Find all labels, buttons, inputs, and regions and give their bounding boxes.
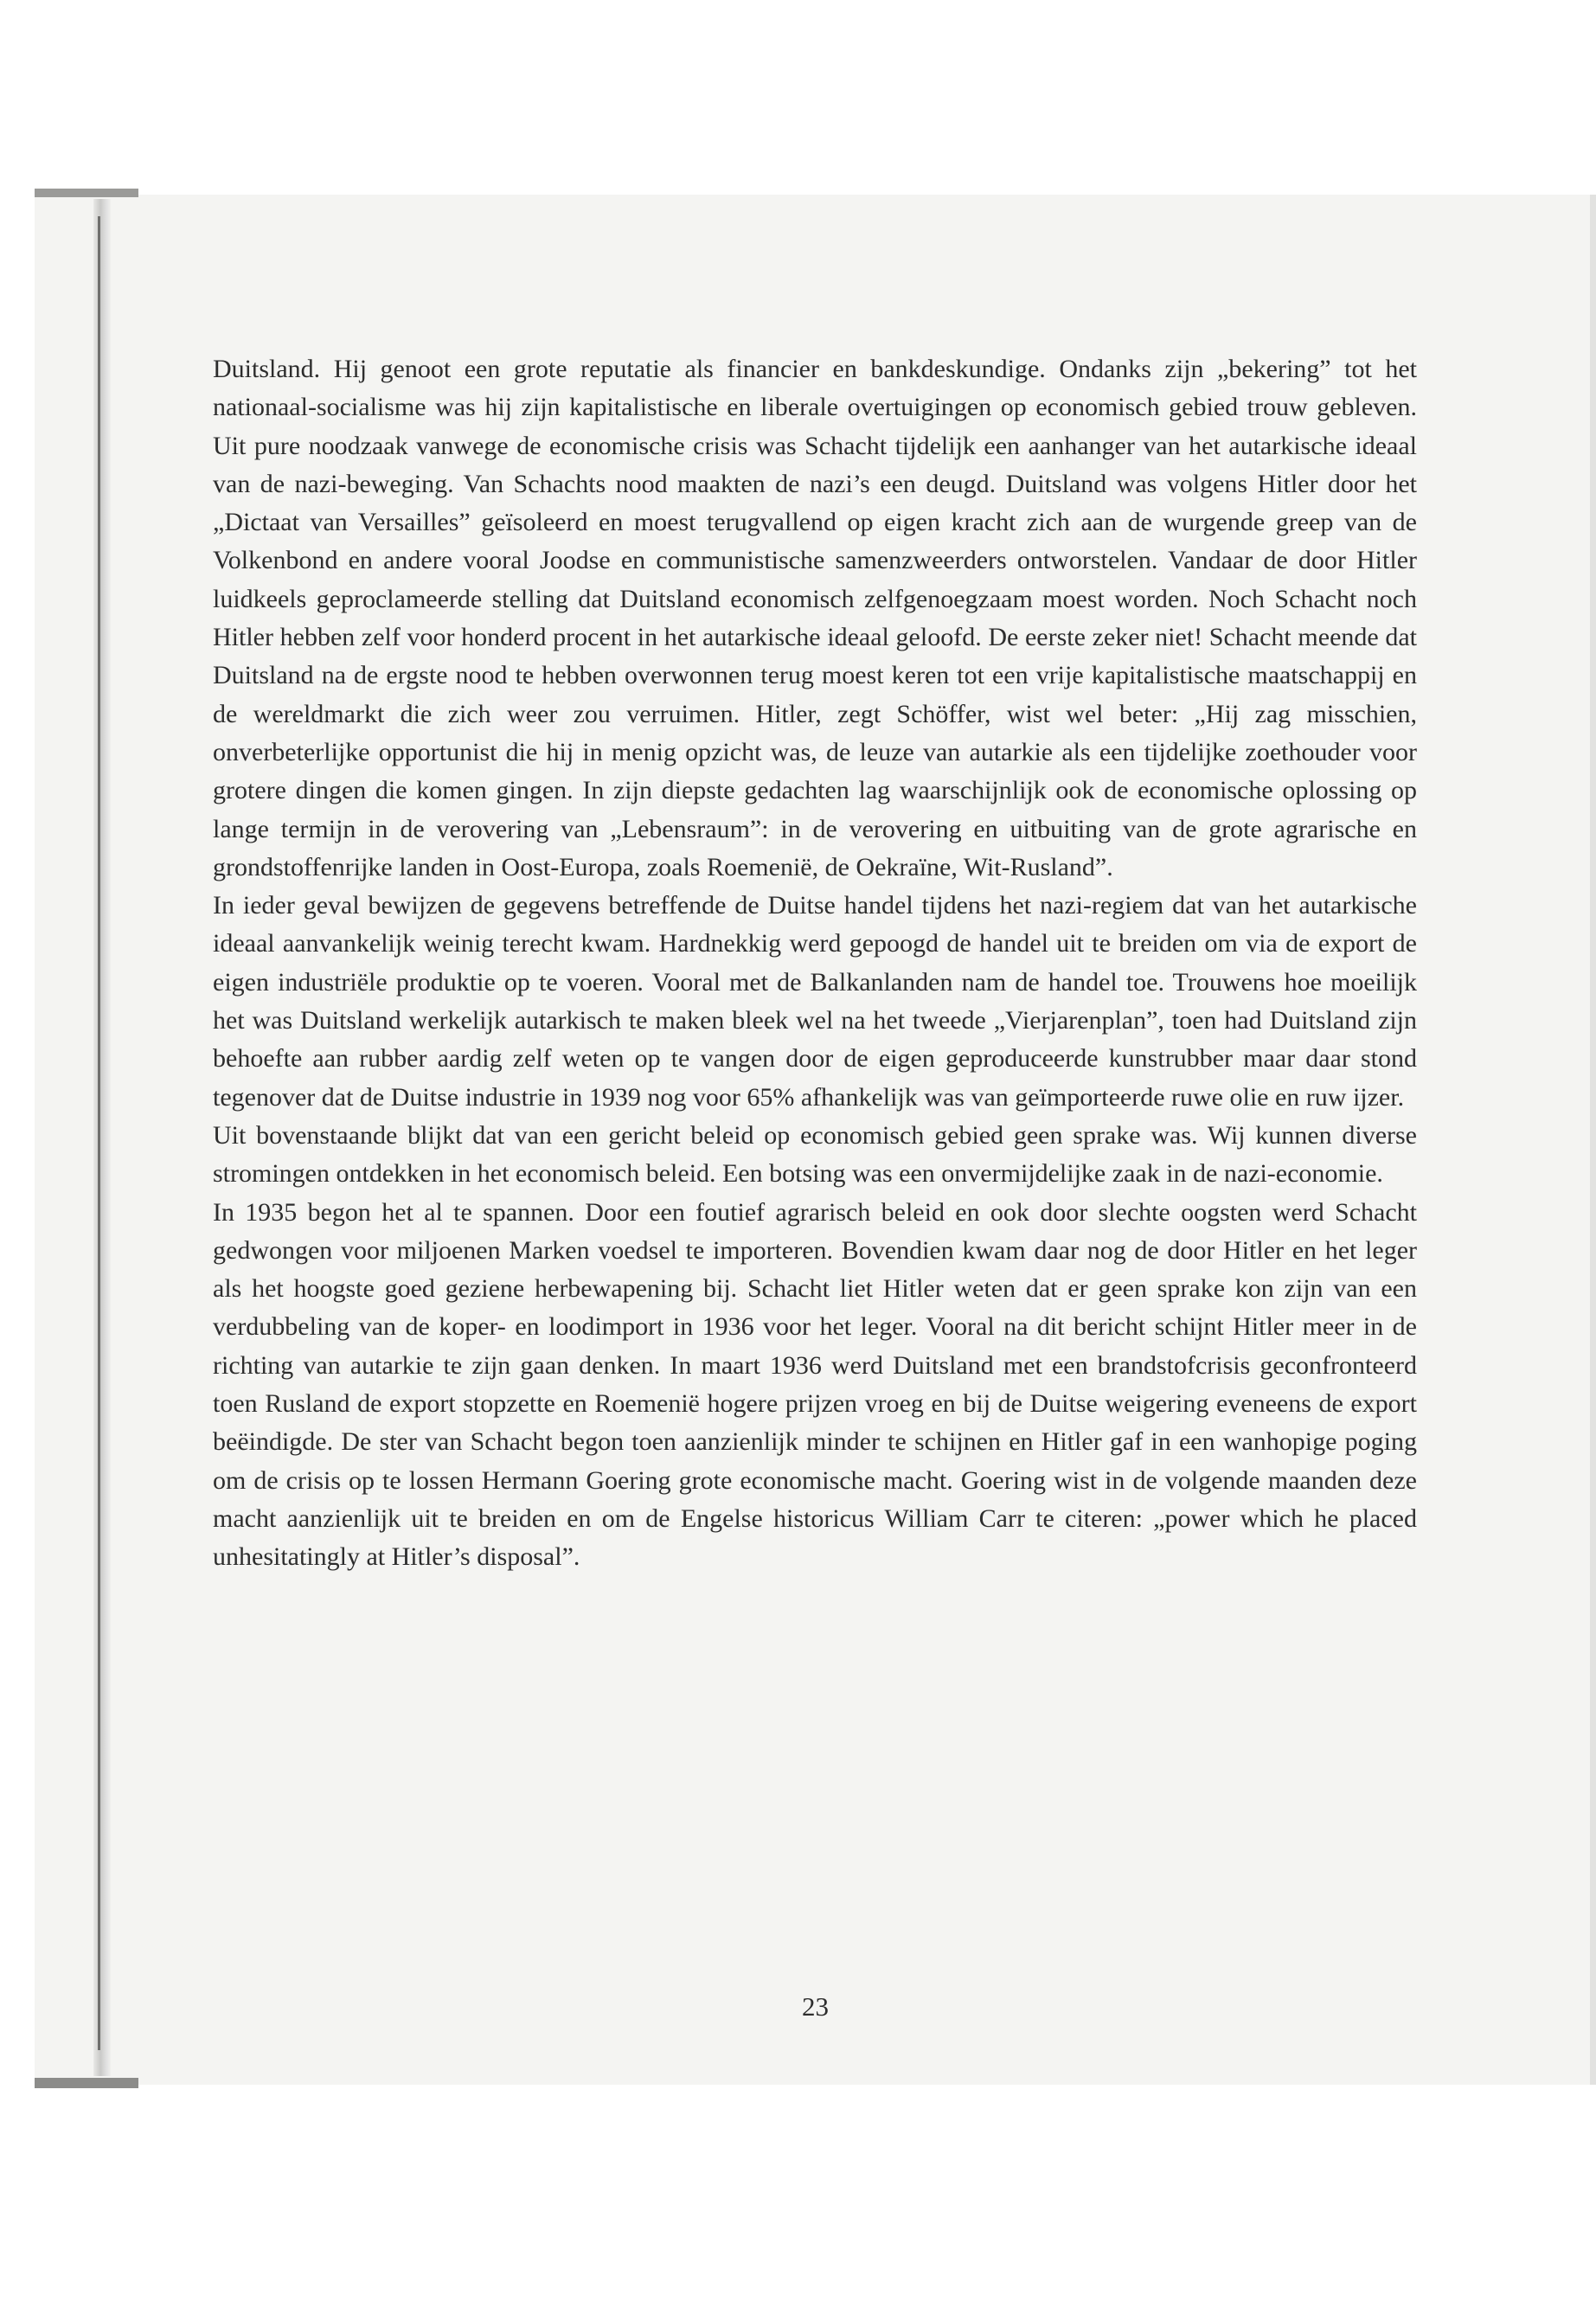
paragraph-3: Uit bovenstaande blijkt dat van een gericht beleid op economisch gebied geen sprake was. Wij kunnen diverse stromingen ontdekken in het economisch beleid. Een botsing was een onvermijdelijke zaak in de nazi-economie.: [213, 1120, 1417, 1189]
paragraph-2: In ieder geval bewijzen de gegevens betreffende de Duitse handel tijdens het nazi-regiem dat van het autarkische ideaal aanvankelijk weinig terecht kwam. Hardnekkig werd gepoogd de handel uit te breiden om via de export de eigen industriële produktie op te voeren. Vooral met de Balkanlanden nam de handel toe. Trouwens hoe moeilijk het was Duitsland werkelijk autarkisch te maken bleek wel na het tweede „Vierjarenplan”, toen had Duitsland zijn behoefte aan rubber aardig zelf weten op te vangen door de eigen geproduceerde kunstrubber maar daar stond tegenover dat de Duitse industrie in 1939 nog voor 65% afhankelijk was van geïmporteerde ruwe olie en ruw ijzer.: [213, 891, 1417, 1112]
page-right-edge: [1590, 195, 1596, 2085]
body-text: [213, 350, 1417, 1577]
page-edge-top: [35, 189, 138, 197]
paragraph-1: Duitsland. Hij genoot een grote reputatie als financier en bankdeskundige. Ondanks zijn „bekering” tot het nationaal-socialisme was hij zijn kapitalistische en liberale overtuigingen op economisch gebied trouw gebleven. Uit pure noodzaak vanwege de economische crisis was Schacht tijdelijk een aanhanger van het autarkische ideaal van de nazi-beweging. Van Schachts nood maakten de nazi’s een deugd. Duitsland was volgens Hitler door het „Dictaat van Versailles” geïsoleerd en moest terugvallend op eigen kracht zich aan de wurgende greep van de Volkenbond en andere vooral Joodse en communistische samenzweerders ontworstelen. Vandaar de door Hitler luidkeels geproclameerde stelling dat Duitsland economisch zelfgenoegzaam moest worden. Noch Schacht noch Hitler hebben zelf voor honderd procent in het autarkische ideaal geloofd. De eerste zeker niet! Schacht meende dat Duitsland na de ergste nood te hebben overwonnen terug moest keren tot een vrije kapitalistische maatschappij en de wereldmarkt die zich weer zou verruimen. Hitler, zegt Schöffer, wist wel beter: „Hij zag misschien, onverbeterlijke opportunist die hij in menig opzicht was, de leuze van autarkie als een tijdelijke zoethouder voor grotere dingen die komen gingen. In zijn diepste gedachten lag waarschijnlijk ook de economische oplossing op lange termijn in de verovering van „Lebensraum”: in de verovering en uitbuiting van de grote agrarische en grondstoffenrijke landen in Oost-Europa, zoals Roemenië, de Oekraïne, Wit-Rusland”.: [213, 355, 1417, 881]
paragraph-4: In 1935 begon het al te spannen. Door een foutief agrarisch beleid en ook door slechte oogsten werd Schacht gedwongen voor miljoenen Marken voedsel te importeren. Bovendien kwam daar nog de door Hitler en het leger als het hoogste goed geziene herbewapening bij. Schacht liet Hitler weten dat er geen sprake kon zijn van een verdubbeling van de koper- en loodimport in 1936 voor het leger. Vooral na dit bericht schijnt Hitler meer in de richting van autarkie te zijn gaan denken. In maart 1936 werd Duitsland met een brandstofcrisis geconfronteerd toen Rusland de export stopzette en Roemenië hogere prijzen vroeg en bij de Duitse weigering eveneens de export beëindigde. De ster van Schacht begon toen aanzienlijk minder te schijnen en Hitler gaf in een wanhopige poging om de crisis op te lossen Hermann Goering grote economische macht. Goering wist in de volgende maanden deze macht aanzienlijk uit te breiden en om de Engelse historicus William Carr te citeren: „power which he placed unhesitatingly at Hitler’s disposal”.: [213, 1197, 1417, 1572]
page-number: 23: [802, 1991, 829, 2022]
book-binding: [93, 199, 111, 2076]
page-edge-bottom: [35, 2078, 138, 2088]
binding-shadow-line: [98, 216, 100, 2050]
